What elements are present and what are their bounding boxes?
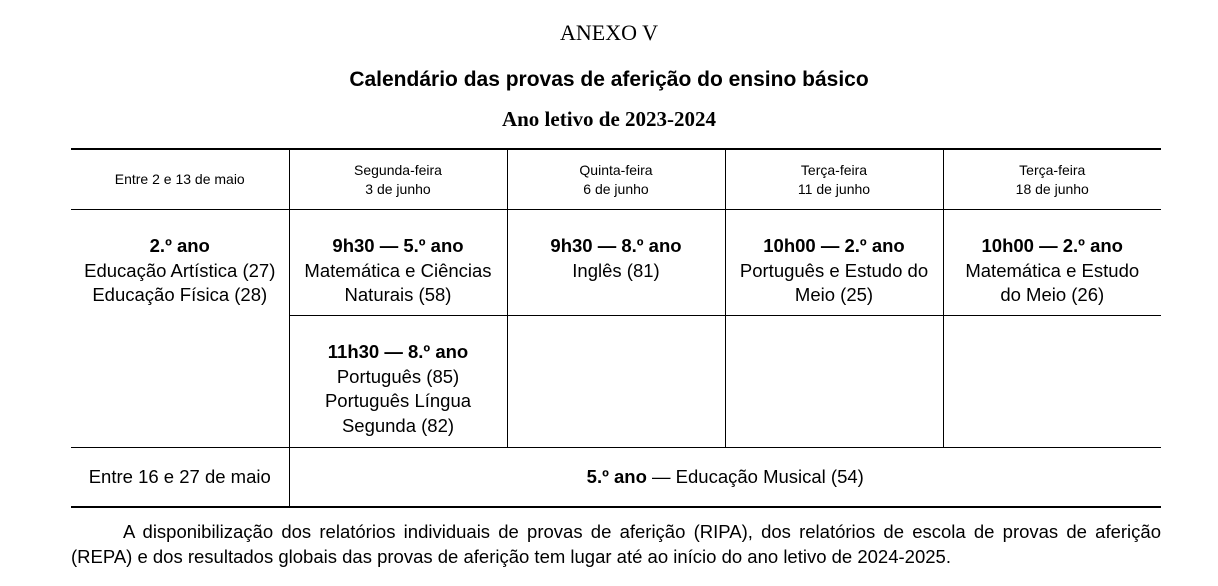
header-cell-day-1 [289,149,507,210]
cell-separator: — [646,466,676,487]
exam-calendar-table [71,148,1161,508]
cell-subject: Naturais (58) [344,284,452,305]
annex-label: ANEXO V [560,20,658,45]
school-year-subtitle: Ano letivo de 2023-2024 [501,107,717,131]
cell-tuesday18-1000 [943,210,1161,316]
cell-heading: 11h30 — 8.º ano [327,341,469,362]
header-weekday: Terça-feira [1019,161,1086,178]
cell-subject: do Meio (26) [1000,284,1105,305]
cell-subject: Segunda (82) [341,414,455,436]
table-row [71,210,1161,316]
cell-heading: 9h30 — 8.º ano [550,235,682,256]
header-weekday: Segunda-feira [354,161,442,178]
header-cell-day-4 [943,149,1161,210]
header-cell-period [71,149,289,210]
header-date: 11 de junho [797,180,871,197]
cell-subject: Educação Física (28) [92,284,268,305]
cell-subject: Português Língua [324,390,472,411]
table-row [71,448,1161,508]
cell-subject: Educação Artística (27) [84,259,276,281]
header-date: 18 de junho [1015,180,1089,197]
cell-thursday-0930 [507,210,725,316]
header-period-label: Entre 2 e 13 de maio [114,171,245,187]
cell-monday-1130 [289,316,507,448]
cell-subject: Português e Estudo do [739,259,929,281]
cell-heading: 2.º ano [149,235,210,256]
empty-cell [943,316,1161,448]
cell-music-education [289,448,1161,508]
empty-cell [725,316,943,448]
table-header-row [71,149,1161,210]
cell-tuesday11-1000 [725,210,943,316]
header-date: 6 de junho [583,180,649,197]
header-date: 3 de junho [365,180,431,197]
header-cell-day-3 [725,149,943,210]
cell-subject: Matemática e Ciências [304,259,492,281]
cell-subject: Matemática e Estudo [965,259,1140,281]
cell-subject: Educação Musical (54) [675,466,864,487]
cell-heading: 10h00 — 2.º ano [763,235,905,256]
cell-subject: Português (85) [336,365,460,387]
header-weekday: Terça-feira [800,161,868,178]
cell-period-may: Entre 16 e 27 de maio [71,448,289,508]
document-title: Calendário das provas de aferição do ensino básico [349,68,869,91]
cell-subject: Inglês (81) [572,259,660,281]
cell-monday-0930 [289,210,507,316]
cell-grade2-arts-pe [71,210,289,448]
cell-heading: 10h00 — 2.º ano [981,235,1123,256]
cell-heading: 9h30 — 5.º ano [332,235,464,256]
cell-subject: Meio (25) [794,284,874,305]
footnote-paragraph: A disponibilização dos relatórios individuais de provas de aferição (RIPA), dos relatórios de escola de provas de aferição (REPA) e dos resultados globais das provas de aferição tem lugar até ao início do ano letivo de 2024-2025. [71,521,1161,567]
header-weekday: Quinta-feira [579,161,653,178]
header-cell-day-2 [507,149,725,210]
empty-cell [507,316,725,448]
cell-grade: 5.º ano [586,466,647,487]
